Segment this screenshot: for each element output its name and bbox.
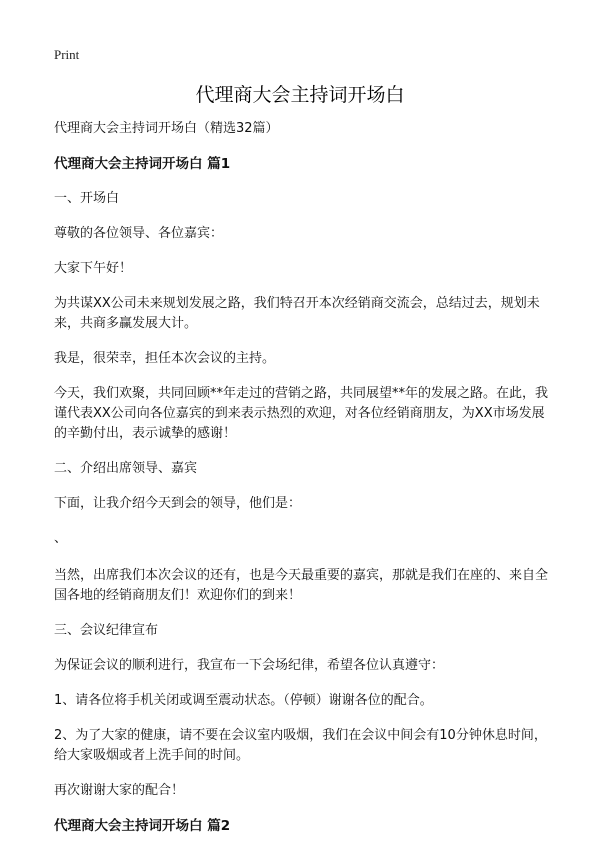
paragraph: 下面，让我介绍今天到会的领导，他们是：	[54, 496, 302, 511]
paragraph: 当然，出席我们本次会议的还有，也是今天最重要的嘉宾，那就是我们在座的、来自全国各地的经销商朋友们！欢迎你们的到来！	[54, 568, 549, 603]
paragraph: 尊敬的各位领导、各位嘉宾：	[54, 226, 224, 241]
paragraph: 二、介绍出席领导、嘉宾	[54, 461, 198, 476]
page-title: 代理商大会主持词开场白	[195, 84, 405, 106]
paragraph: 2、为了大家的健康，请不要在会议室内吸烟，我们在会议中间会有10分钟休息时间，给大家吸烟或者上洗手间的时间。	[54, 728, 547, 763]
paragraph: 一、开场白	[54, 191, 120, 206]
paragraph: 为共谋XX公司未来规划发展之路，我们特召开本次经销商交流会，总结过去，规划未来，共商多赢发展大计。	[54, 296, 540, 331]
paragraph: 今天，我们欢聚，共同回顾**年走过的营销之路，共同展望**年的发展之路。在此，我谨代表XX公司向各位嘉宾的到来表示热烈的欢迎，对各位经销商朋友，为XX市场发展的辛勤付出，表示诚挚的感谢！	[54, 386, 549, 441]
paragraph: 为保证会议的顺利进行，我宣布一下会场纪律，希望各位认真遵守：	[54, 658, 445, 673]
paragraph: 我是，很荣幸，担任本次会议的主持。	[54, 351, 276, 366]
paragraph: 再次谢谢大家的配合！	[54, 783, 185, 798]
paragraph: 三、会议纪律宣布	[54, 623, 159, 638]
paragraph: 、	[54, 531, 68, 546]
paragraph: 1、请各位将手机关闭或调至震动状态。（停顿）谢谢各位的配合。	[54, 693, 433, 708]
section-heading-2: 代理商大会主持词开场白 篇2	[54, 818, 231, 834]
document-subtitle: 代理商大会主持词开场白（精选32篇）	[54, 121, 279, 136]
paragraph: 大家下午好！	[54, 261, 133, 276]
document-body	[54, 119, 549, 851]
print-label: Print	[54, 47, 80, 62]
section-heading-1: 代理商大会主持词开场白 篇1	[54, 156, 231, 172]
